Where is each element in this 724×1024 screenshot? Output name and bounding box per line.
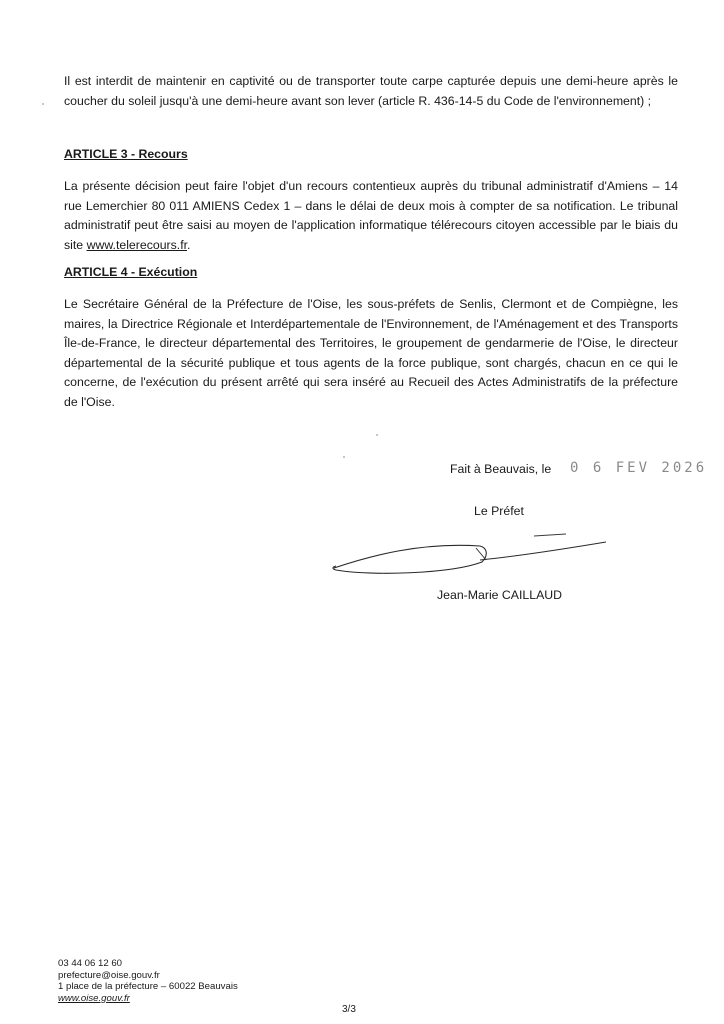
signatory-title: Le Préfet bbox=[474, 504, 524, 518]
footer-address: 1 place de la préfecture – 60022 Beauvais bbox=[58, 981, 238, 992]
footer-website-link[interactable]: www.oise.gouv.fr bbox=[58, 992, 130, 1004]
footer-phone: 03 44 06 12 60 bbox=[58, 958, 123, 969]
article-3-heading: ARTICLE 3 - Recours bbox=[64, 147, 188, 161]
article-3-body bbox=[64, 177, 678, 255]
intro-text: Il est interdit de maintenir en captivité ou de transporter toute carpe capturée depuis une demi-heure après le coucher du soleil jusqu'à une demi-heure avant son lever (article R. 436-14-5 du Code de l'environnement) ; bbox=[64, 74, 678, 108]
date-stamp: 0 6 FEV 2026 bbox=[570, 460, 708, 476]
signature-place: Fait à Beauvais, le bbox=[450, 462, 552, 476]
footer-email: prefecture@oise.gouv.fr bbox=[58, 969, 160, 981]
signatory-name: Jean-Marie CAILLAUD bbox=[437, 588, 563, 602]
article-4-body bbox=[64, 295, 678, 413]
telerecours-link[interactable]: www.telerecours.fr bbox=[86, 237, 188, 252]
intro-paragraph bbox=[64, 72, 678, 111]
page-number: 3/3 bbox=[342, 1004, 356, 1015]
scan-speck bbox=[376, 434, 378, 436]
article-3-text: La présente décision peut faire l'objet d'un recours contentieux auprès du tribunal administratif d'Amiens – 14 rue Lemerchier 80 011 AMIENS Cedex 1 – dans le délai de deux mois à compter de sa notification. Le tribunal administratif peut être saisi au moyen de l'application informatique télérecours citoyen accessible par le biais du site bbox=[64, 179, 678, 252]
article-3-paragraph bbox=[64, 177, 678, 255]
article-4-heading: ARTICLE 4 - Exécution bbox=[64, 265, 198, 279]
scan-speck bbox=[42, 103, 44, 105]
footer-contact bbox=[58, 958, 238, 1004]
handwritten-signature bbox=[330, 526, 610, 582]
article-3-suffix: . bbox=[187, 237, 191, 252]
article-4-paragraph: Le Secrétaire Général de la Préfecture de l'Oise, les sous-préfets de Senlis, Clermont et de Compiègne, les maires, la Directrice Régionale et Interdépartementale de l'Environnement, de l'Aménagement et des Transports Île-de-France, le directeur départemental des Territoires, le groupement de gendarmerie de l'Oise, le directeur départemental de la sécurité publique et tous agents de la force publique, sont chargés, chacun en ce qui le concerne, de l'exécution du présent arrêté qui sera inséré au Recueil des Actes Administratifs de la préfecture de l'Oise. bbox=[64, 297, 678, 409]
scan-speck bbox=[343, 456, 345, 458]
